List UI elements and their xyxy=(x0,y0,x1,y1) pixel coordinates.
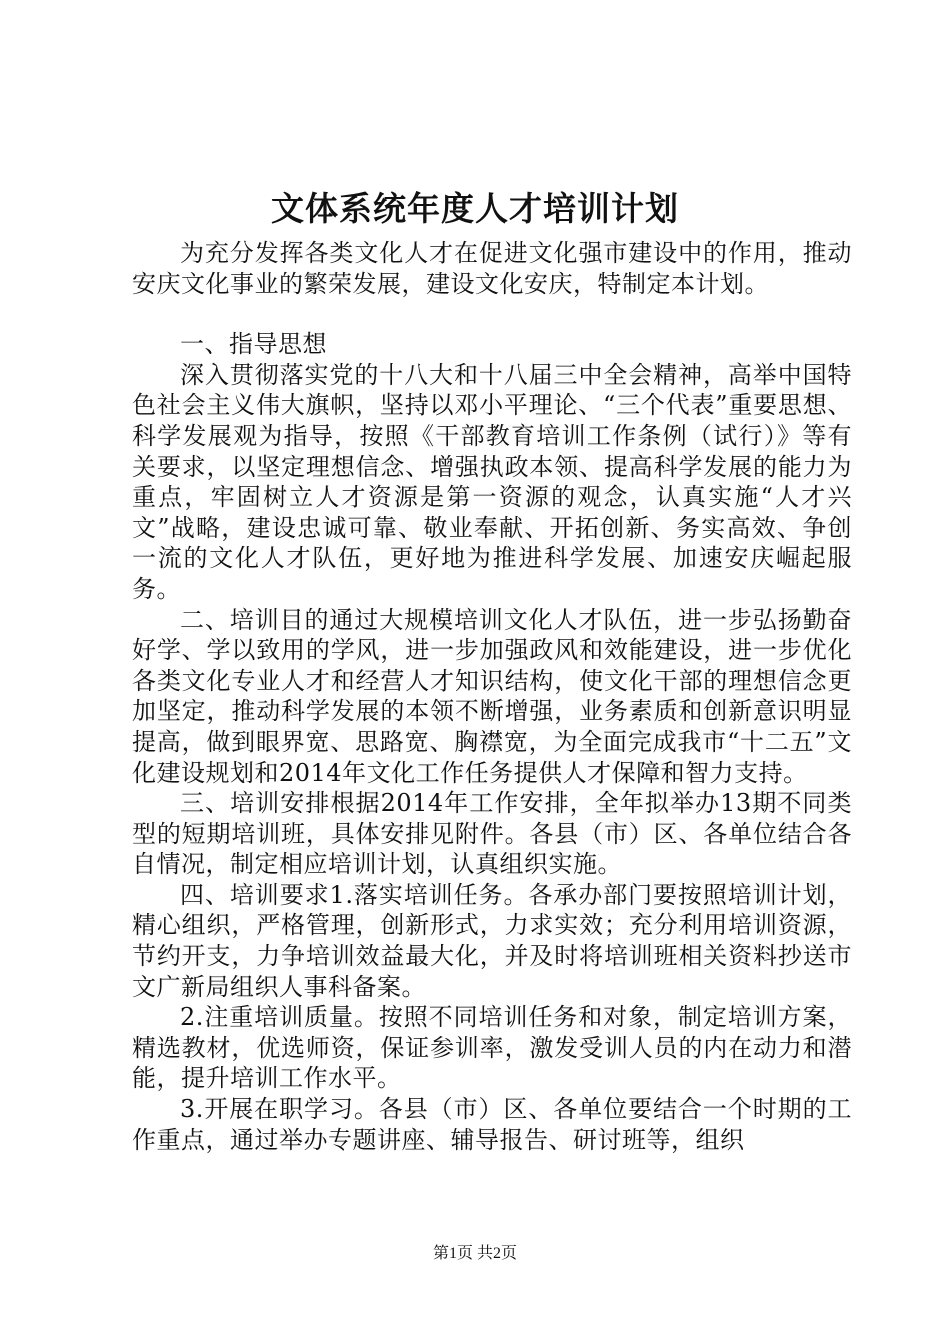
paragraph-training-requirement-3: 3.开展在职学习。各县（市）区、各单位要结合一个时期的工作重点，通过举办专题讲座、辅导报告、研讨班等，组织 xyxy=(132,1095,852,1154)
document-title: 文体系统年度人才培训计划 xyxy=(271,189,679,228)
paragraph-training-arrangement: 三、培训安排根据2014年工作安排，全年拟举办13期不同类型的短期培训班，具体安排见附件。各县（市）区、各单位结合各自情况，制定相应培训计划，认真组织实施。 xyxy=(132,789,852,879)
paragraph-training-purpose: 二、培训目的通过大规模培训文化人才队伍，进一步弘扬勤奋好学、学以致用的学风，进一步加强政风和效能建设，进一步优化各类文化专业人才和经营人才知识结构，使文化干部的理想信念更加坚定，推动科学发展的本领不断增强，业务素质和创新意识明显提高，做到眼界宽、思路宽、胸襟宽，为全面完成我市“十二五”文化建设规划和2014年文化工作任务提供人才保障和智力支持。 xyxy=(132,605,852,787)
page-footer: 第1页 共2页 xyxy=(432,1245,517,1262)
paragraph-guiding-thought: 深入贯彻落实党的十八大和十八届三中全会精神，高举中国特色社会主义伟大旗帜，坚持以邓小平理论、“三个代表”重要思想、科学发展观为指导，按照《干部教育培训工作条例（试行）》等有关要求，以坚定理想信念、增强执政本领、提高科学发展的能力为重点，牢固树立人才资源是第一资源的观念，认真实施“人才兴文”战略，建设忠诚可靠、敬业奉献、开拓创新、务实高效、争创一流的文化人才队伍，更好地为推进科学发展、加速安庆崛起服务。 xyxy=(132,360,852,603)
document-body xyxy=(132,238,852,1155)
paragraph-training-requirement-1: 四、培训要求1.落实培训任务。各承办部门要按照培训计划，精心组织，严格管理，创新形式，力求实效；充分利用培训资源，节约开支，力争培训效益最大化，并及时将培训班相关资料抄送市文广新局组织人事科备案。 xyxy=(132,880,852,1001)
paragraph-training-requirement-2: 2.注重培训质量。按照不同培训任务和对象，制定培训方案，精选教材，优选师资，保证参训率，激发受训人员的内在动力和潜能，提升培训工作水平。 xyxy=(132,1003,852,1093)
intro-paragraph: 为充分发挥各类文化人才在促进文化强市建设中的作用，推动安庆文化事业的繁荣发展，建设文化安庆，特制定本计划。 xyxy=(132,239,852,298)
section-heading-guiding-thought: 一、指导思想 xyxy=(180,330,327,359)
